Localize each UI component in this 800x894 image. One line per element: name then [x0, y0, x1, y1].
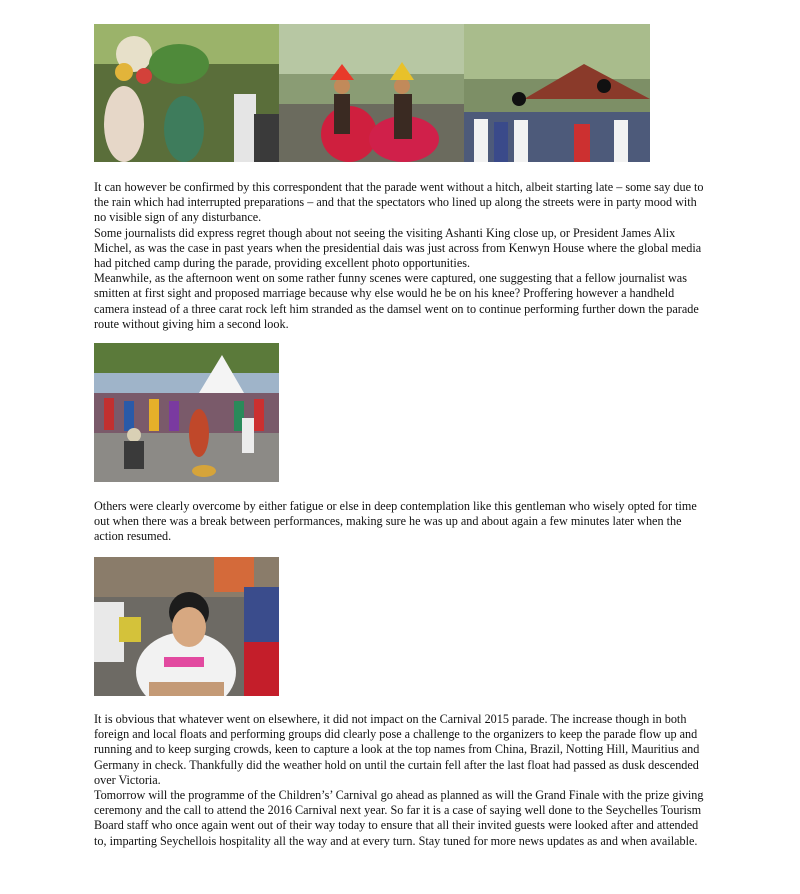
article-section-1 [94, 180, 706, 332]
resting-gentleman-photo [94, 557, 279, 696]
carnival-dancers-banner-photo [94, 24, 650, 162]
paragraph: Meanwhile, as the afternoon went on some rather funny scenes were captured, one suggesting that a fellow journalist was smitten at first sight and proposed marriage because why else would he be on his knee? Proffering however a handheld camera instead of a three carat rock left him stranded as the damsel went on to continue performing further down the parade route without giving him a second look. [94, 271, 699, 331]
paragraph: Some journalists did express regret though about not seeing the visiting Ashanti King close up, or President James Alix Michel, as was the case in past years when the presidential dais was just across from Kenwyn House where the global media had pitched camp during the parade, providing excellent photo opportunities. [94, 225, 702, 271]
paragraph: Tomorrow will the programme of the Children’s’ Carnival go ahead as planned as will the Grand Finale with the prize giving ceremony and the call to attend the 2016 Carnival next year. So far it is a case of saying well done to the Seychelles Tourism Board staff who once again went out of their way today to ensure that all their invited guests were looked after and attended to, imparting Seychellois hospitality all the way and at every turn. Stay tuned for more news updates as and when available. [94, 788, 704, 848]
journalist-kneeling-to-dancer-photo [94, 343, 279, 482]
article-section-3 [94, 712, 706, 849]
paragraph: It is obvious that whatever went on elsewhere, it did not impact on the Carnival 2015 parade. The increase though in both foreign and local floats and performing groups did clearly pose a challenge to the organizers to keep the parade flow up and running and to keep surging crowds, keen to capture a look at the top names from China, Brazil, Notting Hill, Mauritius and Germany in check. Thankfully did the weather hold on until the curtain fell after the last float had passed as dusk descended over Victoria. [94, 712, 700, 787]
paragraph: Others were clearly overcome by either fatigue or else in deep contemplation like this gentleman who wisely opted for time out when there was a break between performances, making sure he was up and about again a few minutes later when the action resumed. [94, 499, 697, 544]
article-section-2 [94, 499, 706, 545]
paragraph: It can however be confirmed by this correspondent that the parade went without a hitch, albeit starting late – some say due to the rain which had interrupted preparations – and that the spectators who lined up along the streets were in party mood with no visible sign of any disturbance. [94, 180, 704, 225]
